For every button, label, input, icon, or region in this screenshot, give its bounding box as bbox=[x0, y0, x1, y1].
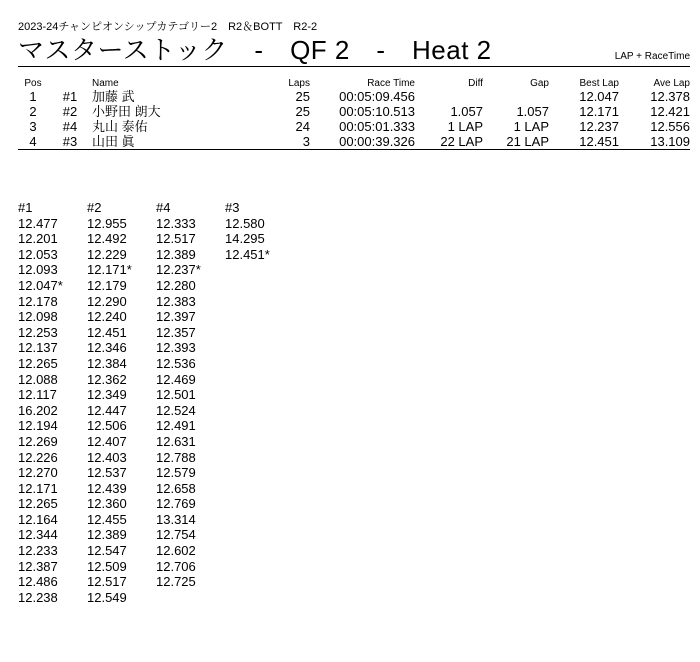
lap-time: 12.602 bbox=[156, 543, 196, 559]
lap-time: 12.506 bbox=[87, 418, 127, 434]
lap-time: 12.357 bbox=[156, 324, 196, 340]
lap-time: 12.549 bbox=[87, 589, 127, 605]
result-diff: 22 LAP bbox=[415, 134, 483, 150]
header-rule bbox=[18, 66, 690, 67]
result-laps: 24 bbox=[295, 119, 310, 134]
lap-time: 12.117 bbox=[18, 387, 57, 403]
result-best-lap: 12.171 bbox=[579, 104, 619, 119]
result-gap: 1.057 bbox=[516, 104, 549, 119]
result-gap: 1 LAP bbox=[513, 119, 549, 134]
lap-time: 12.265 bbox=[18, 496, 58, 512]
lap-time: 12.486 bbox=[18, 574, 58, 590]
result-diff bbox=[415, 89, 483, 104]
result-best-lap: 12.047 bbox=[579, 89, 619, 104]
lap-time: 12.579 bbox=[156, 465, 196, 481]
lap-time: 12.047* bbox=[18, 277, 63, 293]
lap-time: 12.447 bbox=[87, 402, 127, 418]
lap-time: 12.233 bbox=[18, 543, 58, 559]
col-gap-header: Gap bbox=[530, 78, 549, 89]
lap-time: 12.754 bbox=[156, 527, 196, 543]
result-no: #3 bbox=[48, 134, 92, 150]
lap-time: 12.290 bbox=[87, 293, 127, 309]
result-pos: 2 bbox=[29, 104, 37, 119]
lap-time: 12.201 bbox=[18, 231, 58, 247]
lap-time: 12.238 bbox=[18, 589, 58, 605]
lap-times-grid bbox=[18, 200, 294, 605]
lap-time: 12.226 bbox=[18, 449, 58, 465]
result-best-lap: 12.237 bbox=[579, 119, 619, 134]
result-race-time: 00:05:09.456 bbox=[339, 89, 415, 104]
lap-time: 12.631 bbox=[156, 433, 196, 449]
col-name-header: Name bbox=[92, 78, 119, 89]
lap-time: 12.237* bbox=[156, 262, 201, 278]
lap-time: 12.537 bbox=[87, 465, 127, 481]
result-name: 小野田 朗大 bbox=[92, 104, 161, 119]
results-table bbox=[18, 76, 690, 150]
lap-time: 12.194 bbox=[18, 418, 58, 434]
lap-time: 12.178 bbox=[18, 293, 58, 309]
lap-time: 12.265 bbox=[18, 355, 58, 371]
result-laps: 25 bbox=[295, 89, 310, 104]
result-pos: 3 bbox=[29, 119, 37, 134]
result-diff: 1.057 bbox=[450, 104, 483, 119]
lap-time: 12.229 bbox=[87, 246, 127, 262]
col-race-time-header: Race Time bbox=[367, 78, 415, 89]
lap-time: 14.295 bbox=[225, 231, 265, 247]
lap-time: 12.658 bbox=[156, 480, 196, 496]
result-pos: 1 bbox=[29, 89, 37, 104]
lap-time: 12.344 bbox=[18, 527, 58, 543]
result-gap bbox=[483, 89, 549, 104]
lap-time: 12.389 bbox=[156, 246, 196, 262]
col-ave-lap-header: Ave Lap bbox=[653, 78, 690, 89]
lap-time: 12.706 bbox=[156, 558, 196, 574]
result-no: #1 bbox=[62, 89, 78, 104]
lap-time: 12.455 bbox=[87, 511, 127, 527]
result-best-lap: 12.451 bbox=[549, 134, 619, 150]
result-no: #2 bbox=[62, 104, 78, 119]
lap-time: 13.314 bbox=[156, 511, 196, 527]
col-pos-header: Pos bbox=[24, 78, 42, 89]
lap-time: 12.725 bbox=[156, 574, 196, 590]
col-laps-header: Laps bbox=[288, 78, 310, 89]
result-pos: 4 bbox=[18, 134, 48, 150]
lap-time: 12.517 bbox=[156, 231, 196, 247]
col-no-header bbox=[48, 76, 92, 89]
col-diff-header: Diff bbox=[468, 78, 483, 89]
result-diff: 1 LAP bbox=[447, 119, 483, 134]
lap-time: 12.383 bbox=[156, 293, 196, 309]
lap-time: 12.524 bbox=[156, 402, 196, 418]
lap-time: 12.179 bbox=[87, 277, 127, 293]
result-row bbox=[18, 119, 690, 134]
result-race-time: 00:00:39.326 bbox=[310, 134, 415, 150]
result-name: 山田 眞 bbox=[92, 134, 268, 150]
lap-time: 12.333 bbox=[156, 215, 196, 231]
result-ave-lap: 12.556 bbox=[650, 119, 690, 134]
lap-time: 12.788 bbox=[156, 449, 196, 465]
result-race-time: 00:05:10.513 bbox=[339, 104, 415, 119]
lap-time: 12.403 bbox=[87, 449, 127, 465]
lap-column bbox=[156, 200, 225, 605]
lap-time: 12.098 bbox=[18, 309, 58, 325]
lap-time: 12.171* bbox=[87, 262, 132, 278]
report-title: マスターストック - QF 2 - Heat 2 bbox=[18, 35, 492, 65]
lap-column bbox=[18, 200, 87, 605]
result-row bbox=[18, 104, 690, 119]
lap-column bbox=[225, 200, 294, 605]
lap-time: 12.171 bbox=[18, 480, 58, 496]
result-race-time: 00:05:01.333 bbox=[339, 119, 415, 134]
lap-time: 12.280 bbox=[156, 277, 196, 293]
lap-time: 12.384 bbox=[87, 355, 127, 371]
lap-column-header: #1 bbox=[18, 200, 33, 215]
result-laps: 3 bbox=[268, 134, 310, 150]
lap-time: 12.240 bbox=[87, 309, 127, 325]
lap-time: 12.360 bbox=[87, 496, 127, 512]
lap-time: 12.580 bbox=[225, 215, 265, 231]
lap-time: 16.202 bbox=[18, 402, 58, 418]
lap-time: 12.270 bbox=[18, 465, 58, 481]
lap-time: 12.088 bbox=[18, 371, 58, 387]
lap-time: 12.536 bbox=[156, 355, 196, 371]
result-ave-lap: 12.421 bbox=[650, 104, 690, 119]
lap-time: 12.501 bbox=[156, 387, 196, 403]
result-laps: 25 bbox=[295, 104, 310, 119]
lap-time: 12.469 bbox=[156, 371, 196, 387]
lap-time: 12.349 bbox=[87, 387, 127, 403]
lap-time: 12.093 bbox=[18, 262, 58, 278]
result-name: 加藤 武 bbox=[92, 89, 135, 104]
lap-time: 12.451 bbox=[87, 324, 127, 340]
lap-time: 12.439 bbox=[87, 480, 127, 496]
lap-time: 12.164 bbox=[18, 511, 58, 527]
lap-time: 12.053 bbox=[18, 246, 58, 262]
lap-column-header: #3 bbox=[225, 200, 240, 215]
report-format: LAP + RaceTime bbox=[614, 51, 690, 62]
results-header-row bbox=[18, 76, 690, 89]
lap-time: 12.397 bbox=[156, 309, 196, 325]
lap-time: 12.492 bbox=[87, 231, 127, 247]
result-row bbox=[18, 89, 690, 104]
result-gap: 21 LAP bbox=[483, 134, 549, 150]
lap-time: 12.517 bbox=[87, 574, 127, 590]
result-row bbox=[18, 134, 690, 150]
lap-time: 12.477 bbox=[18, 215, 58, 231]
lap-time: 12.362 bbox=[87, 371, 127, 387]
lap-time: 12.547 bbox=[87, 543, 127, 559]
lap-time: 12.407 bbox=[87, 433, 127, 449]
lap-time: 12.955 bbox=[87, 215, 127, 231]
lap-column-header: #4 bbox=[156, 200, 171, 215]
lap-time: 12.769 bbox=[156, 496, 196, 512]
lap-time: 12.253 bbox=[18, 324, 58, 340]
col-best-lap-header: Best Lap bbox=[579, 78, 619, 89]
result-ave-lap: 12.378 bbox=[650, 89, 690, 104]
lap-time: 12.509 bbox=[87, 558, 127, 574]
lap-time: 12.389 bbox=[87, 527, 127, 543]
lap-column-header: #2 bbox=[87, 200, 102, 215]
lap-time: 12.393 bbox=[156, 340, 196, 356]
lap-column bbox=[87, 200, 156, 605]
result-name: 丸山 泰佑 bbox=[92, 119, 148, 134]
lap-time: 12.491 bbox=[156, 418, 196, 434]
lap-time: 12.137 bbox=[18, 340, 58, 356]
lap-time: 12.451* bbox=[225, 246, 270, 262]
lap-time: 12.387 bbox=[18, 558, 58, 574]
lap-time: 12.346 bbox=[87, 340, 127, 356]
result-no: #4 bbox=[62, 119, 78, 134]
lap-time: 12.269 bbox=[18, 433, 58, 449]
result-ave-lap: 13.109 bbox=[619, 134, 690, 150]
report-subtitle: 2023-24チャンピオンシップカテゴリー2 R2＆BOTT R2-2 bbox=[18, 21, 318, 33]
